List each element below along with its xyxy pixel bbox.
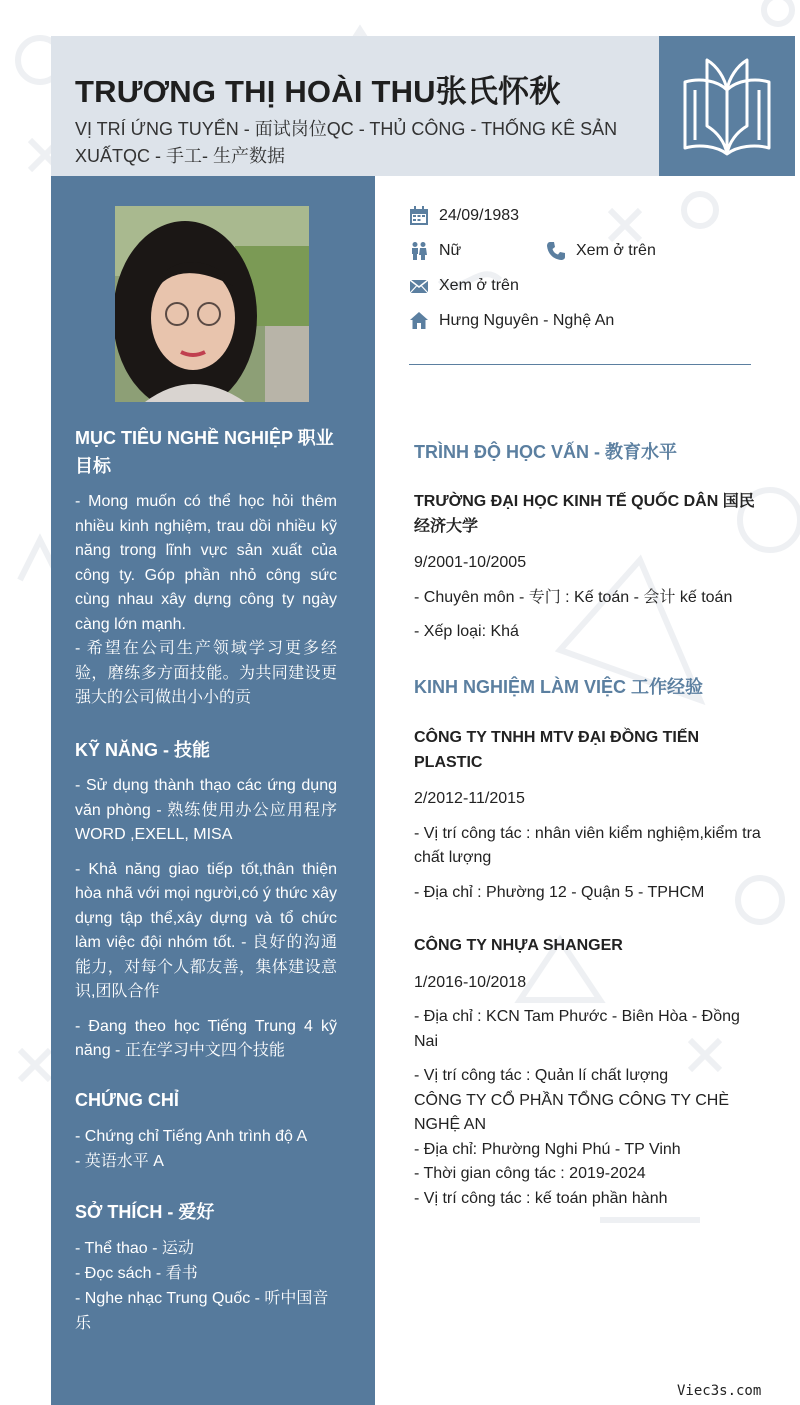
skills-section <box>75 736 337 1064</box>
school-name: TRƯỜNG ĐẠI HỌC KINH TẾ QUỐC DÂN 国民经济大学 <box>414 493 755 535</box>
company-name: CÔNG TY NHỰA SHANGER <box>414 937 623 954</box>
phone-value: Xem ở trên <box>576 242 656 259</box>
job-entry <box>414 726 764 905</box>
objective-title: MỤC TIÊU NGHỀ NGHIỆP 职业目标 <box>75 428 334 476</box>
education-line: - Xếp loại: Khá <box>414 623 519 640</box>
objective-paragraph: - Mong muốn có thể học hỏi thêm nhiều kinh nghiệm, trau dồi nhiều kỹ năng trong lĩnh vực sản xuất của công ty. Góp phần nhỏ công sức cùng nhau xây dựng công ty ngày càng lớn mạnh. - 希望在公司生产领域学习更多经验，磨练多方面技能。为共同建设更强大的公司做出小小的贡 <box>75 493 337 706</box>
phone-icon <box>546 241 566 261</box>
email-row <box>409 276 519 296</box>
job-entry <box>414 934 764 1211</box>
candidate-name: TRƯƠNG THỊ HOÀI THU张氏怀秋 <box>75 74 561 109</box>
hobby-item: - Đọc sách - 看书 <box>75 1265 198 1282</box>
address-row <box>409 311 614 331</box>
skill-item: - Khả năng giao tiếp tốt,thân thiện hòa nhã với mọi người,có ý thức xây dựng tập thể,xây dựng và tổ chức làm việc đội nhóm tốt. - 良好的沟通能力，对每个人都友善，集体建设意识,团队合作 <box>75 860 337 1000</box>
phone-row <box>546 241 656 261</box>
home-icon <box>409 311 429 331</box>
skill-item: - Đang theo học Tiếng Trung 4 kỹ năng - 正在学习中文四个技能 <box>75 1017 337 1059</box>
company-name: CÔNG TY TNHH MTV ĐẠI ĐỒNG TIẾN PLASTIC <box>414 729 700 771</box>
skills-title: KỸ NĂNG - 技能 <box>75 740 210 760</box>
certificate-item: - Chứng chỉ Tiếng Anh trình độ A <box>75 1128 308 1145</box>
objective-section <box>75 424 337 711</box>
envelope-icon <box>409 276 429 296</box>
birthday-value: 24/09/1983 <box>439 207 520 224</box>
education-title: TRÌNH ĐỘ HỌC VẤN - 教育水平 <box>414 442 677 462</box>
birthday-row <box>409 206 519 226</box>
hobbies-list <box>75 1236 337 1336</box>
certificates-section <box>75 1086 337 1174</box>
job-line: - Vị trí công tác : nhân viên kiểm nghiệm,kiểm tra chất lượng <box>414 824 761 866</box>
calendar-icon <box>409 206 429 226</box>
gender-row <box>409 241 461 261</box>
job-period: 2/2012-11/2015 <box>414 790 525 807</box>
job-line: - Địa chỉ : KCN Tam Phước - Biên Hòa - Đồng Nai <box>414 1008 740 1050</box>
job-period: 1/2016-10/2018 <box>414 973 527 991</box>
profile-photo <box>115 206 309 402</box>
logo-box <box>659 36 795 176</box>
certificates-title: CHỨNG CHỈ <box>75 1090 179 1110</box>
contact-divider <box>409 364 751 365</box>
experience-title: KINH NGHIỆM LÀM VIỆC 工作经验 <box>414 677 704 697</box>
objective-text <box>75 490 337 711</box>
applied-position: VỊ TRÍ ỨNG TUYỂN - 面试岗位QC - THỦ CÔNG - THỐNG KÊ SẢN XUẤTQC - 手工- 生产数据 <box>75 119 618 166</box>
job-line: - Vị trí công tác : Quản lí chất lượng CÔNG TY CỔ PHẦN TỔNG CÔNG TY CHÈ NGHỆ AN - Địa chỉ: Phường Nghi Phú - TP Vinh - Thời gian công tác : 2019-2024 - Vị trí công tác : kế toán phần hành <box>414 1067 730 1207</box>
education-line: - Chuyên môn - 专门 : Kế toán - 会计 kế toán <box>414 588 733 606</box>
education-entry <box>414 490 764 645</box>
email-value: Xem ở trên <box>439 277 519 294</box>
hobbies-section <box>75 1198 337 1336</box>
people-icon <box>409 241 429 261</box>
education-period: 9/2001-10/2005 <box>414 554 527 571</box>
certificates-list <box>75 1124 337 1174</box>
hobbies-title: SỞ THÍCH - 爱好 <box>75 1202 215 1222</box>
hobby-item: - Nghe nhạc Trung Quốc - 听中国音乐 <box>75 1290 329 1332</box>
gender-value: Nữ <box>439 242 462 259</box>
skill-item: - Sử dụng thành thạo các ứng dụng văn phòng - 熟练使用办公应用程序 WORD ,EXELL, MISA <box>75 777 337 843</box>
job-line: - Địa chỉ : Phường 12 - Quận 5 - TPHCM <box>414 883 705 901</box>
address-value: Hưng Nguyên - Nghệ An <box>439 312 615 329</box>
resume-header <box>51 36 659 176</box>
open-book-icon <box>681 56 773 156</box>
certificate-item: - 英语水平 A <box>75 1153 164 1170</box>
skills-list <box>75 774 337 1064</box>
sidebar <box>51 176 375 1405</box>
watermark: Viec3s.com <box>677 1383 762 1399</box>
hobby-item: - Thể thao - 运动 <box>75 1240 194 1257</box>
main-content <box>400 176 800 1405</box>
